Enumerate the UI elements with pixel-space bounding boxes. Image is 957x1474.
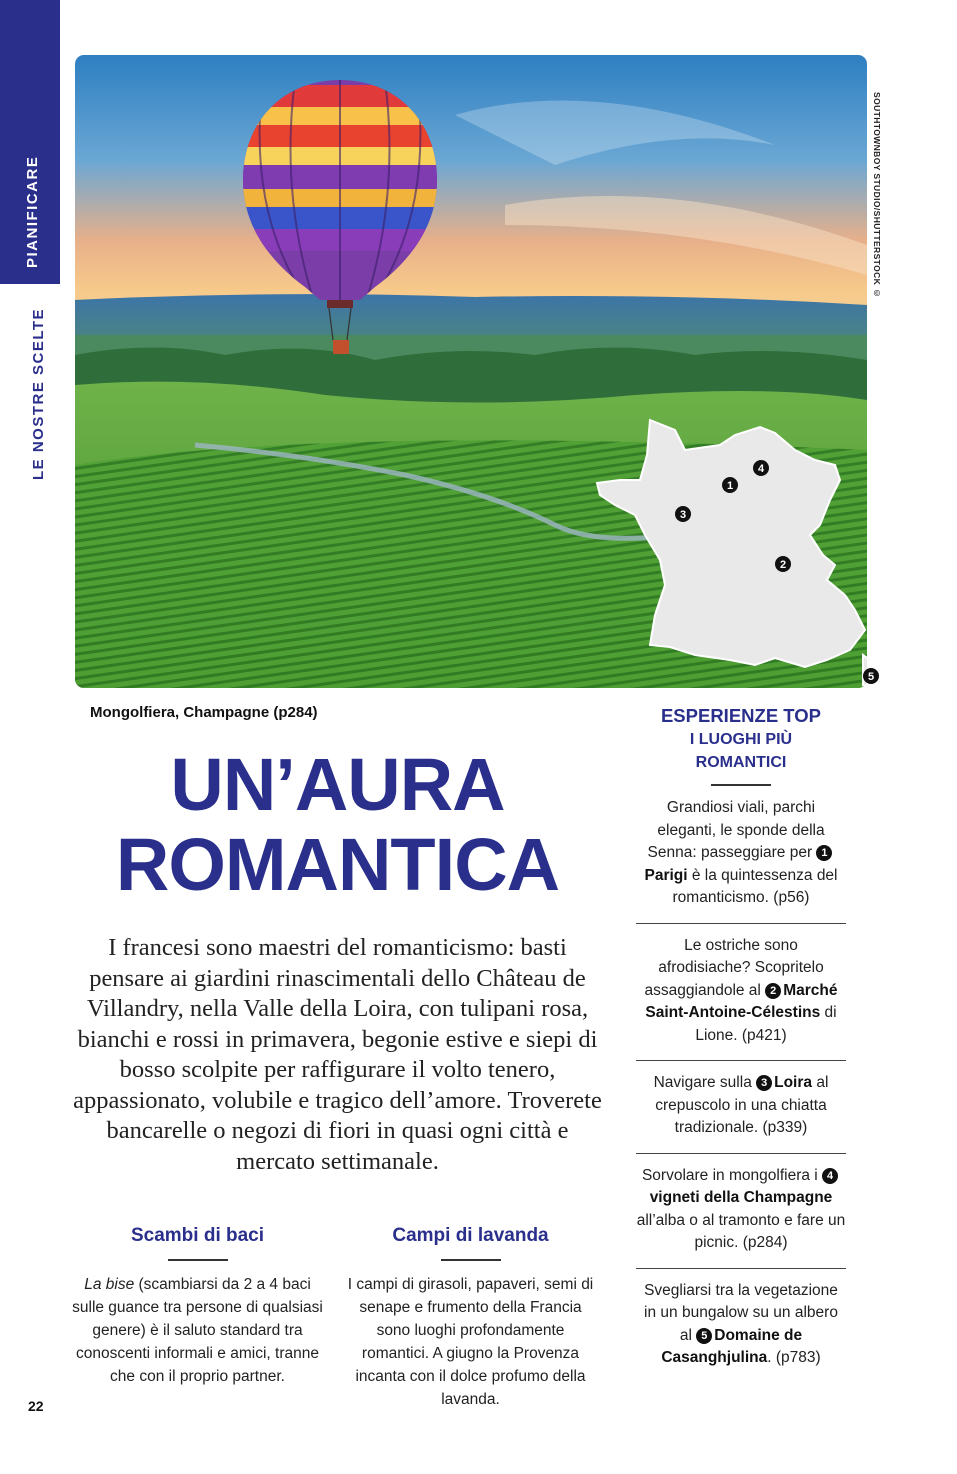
experience-place: vigneti della Champagne bbox=[649, 1189, 833, 1206]
experience-text: di Lione. (p421) bbox=[695, 1004, 837, 1044]
page-title bbox=[70, 745, 605, 905]
section-emphasis: La bise bbox=[84, 1276, 135, 1293]
section-lavender bbox=[343, 1225, 598, 1411]
map-marker-5-label: 5 bbox=[867, 671, 875, 683]
experience-text: Sorvolare in mongolfiera i bbox=[641, 1166, 823, 1184]
experience-text: all’alba o al tramonto e fare un picnic. (p284) bbox=[636, 1211, 846, 1251]
experience-text: Svegliarsi tra la vegetazione in un bungalow su un albero al bbox=[644, 1281, 838, 1344]
section-heading: Campi di lavanda bbox=[392, 1225, 549, 1246]
experience-item bbox=[636, 1269, 846, 1383]
experience-place: Loira bbox=[774, 1074, 813, 1091]
divider bbox=[441, 1259, 501, 1261]
hero-photo bbox=[75, 55, 867, 688]
page-title-line-2: ROMANTICA bbox=[115, 823, 560, 906]
experience-item bbox=[636, 924, 846, 1062]
experience-place: Marché Saint-Antoine-Célestins bbox=[645, 981, 838, 1021]
experience-text: . (p783) bbox=[767, 1349, 821, 1366]
map-marker-5 bbox=[861, 666, 881, 686]
section-text: (scambiarsi da 2 a 4 baci sulle guance tra persone di qualsiasi genere) è il saluto standard tra conoscenti informali e amici, tranne che con il proprio partner. bbox=[72, 1276, 323, 1385]
subsection-label: LE NOSTRE SCELTE bbox=[30, 307, 47, 480]
experience-text: Navigare sulla bbox=[653, 1074, 757, 1091]
experience-text: Le ostriche sono afrodisiache? Scopritelo assaggiandole al bbox=[644, 936, 824, 999]
map-marker-4-label: 4 bbox=[757, 463, 765, 475]
experience-text: al crepuscolo in una chiatta tradizionale. (p339) bbox=[655, 1074, 829, 1136]
section-label: PIANIFICARE bbox=[24, 155, 41, 268]
experience-text: è la quintessenza del romanticismo. (p56) bbox=[672, 866, 838, 906]
map-marker-3-label: 3 bbox=[679, 509, 687, 521]
number-badge-icon: 1 bbox=[816, 845, 832, 861]
sidebar-subheading-2: ROMANTICI bbox=[695, 754, 787, 771]
map-marker-1-label: 1 bbox=[726, 480, 734, 492]
number-badge-icon: 3 bbox=[756, 1075, 772, 1091]
page-number: 22 bbox=[28, 1398, 44, 1414]
section-body bbox=[70, 1273, 325, 1388]
divider bbox=[168, 1259, 228, 1261]
intro-paragraph: I francesi sono maestri del romanticismo: basti pensare ai giardini rinascimentali dello Château de Villandry, nella Valle della Loira, con tulipani rosa, bianchi e rossi in primavera, begonie estive e siepi di bosso scolpite per raffigurare il volto tenero, appassionato, volubile e tragico dell’amore. Troverete bancarelle o negozi di fiori in quasi ogni città e mercato settimanale. bbox=[73, 934, 602, 1175]
top-experiences-sidebar bbox=[636, 704, 846, 1383]
experience-place: Domaine de Casanghjulina bbox=[661, 1326, 803, 1366]
page-title-line-1: UN’AURA bbox=[170, 743, 505, 826]
section-kisses bbox=[70, 1225, 325, 1388]
experience-place: Parigi bbox=[644, 866, 688, 884]
experience-item bbox=[636, 786, 846, 924]
photo-credit: SOUTHTOWNBOY STUDIO/SHUTTERSTOCK © bbox=[872, 92, 882, 299]
number-badge-icon: 2 bbox=[765, 983, 781, 999]
experience-item bbox=[636, 1154, 846, 1269]
map-marker-2-label: 2 bbox=[779, 559, 787, 571]
sidebar-subheading-1: I LUOGHI PIÙ bbox=[689, 731, 793, 748]
experience-item bbox=[636, 1061, 846, 1154]
number-badge-icon: 5 bbox=[696, 1328, 712, 1344]
photo-caption: Mongolfiera, Champagne (p284) bbox=[90, 704, 318, 721]
number-badge-icon: 4 bbox=[822, 1168, 838, 1184]
sidebar-heading: ESPERIENZE TOP bbox=[660, 705, 822, 726]
experience-text: Grandiosi viali, parchi eleganti, le sponde della Senna: passeggiare per bbox=[647, 799, 825, 861]
section-body: I campi di girasoli, papaveri, semi di senape e frumento della Francia sono luoghi profondamente romantici. A giugno la Provenza incanta con il dolce profumo della lavanda. bbox=[347, 1276, 594, 1408]
section-heading: Scambi di baci bbox=[130, 1225, 265, 1246]
